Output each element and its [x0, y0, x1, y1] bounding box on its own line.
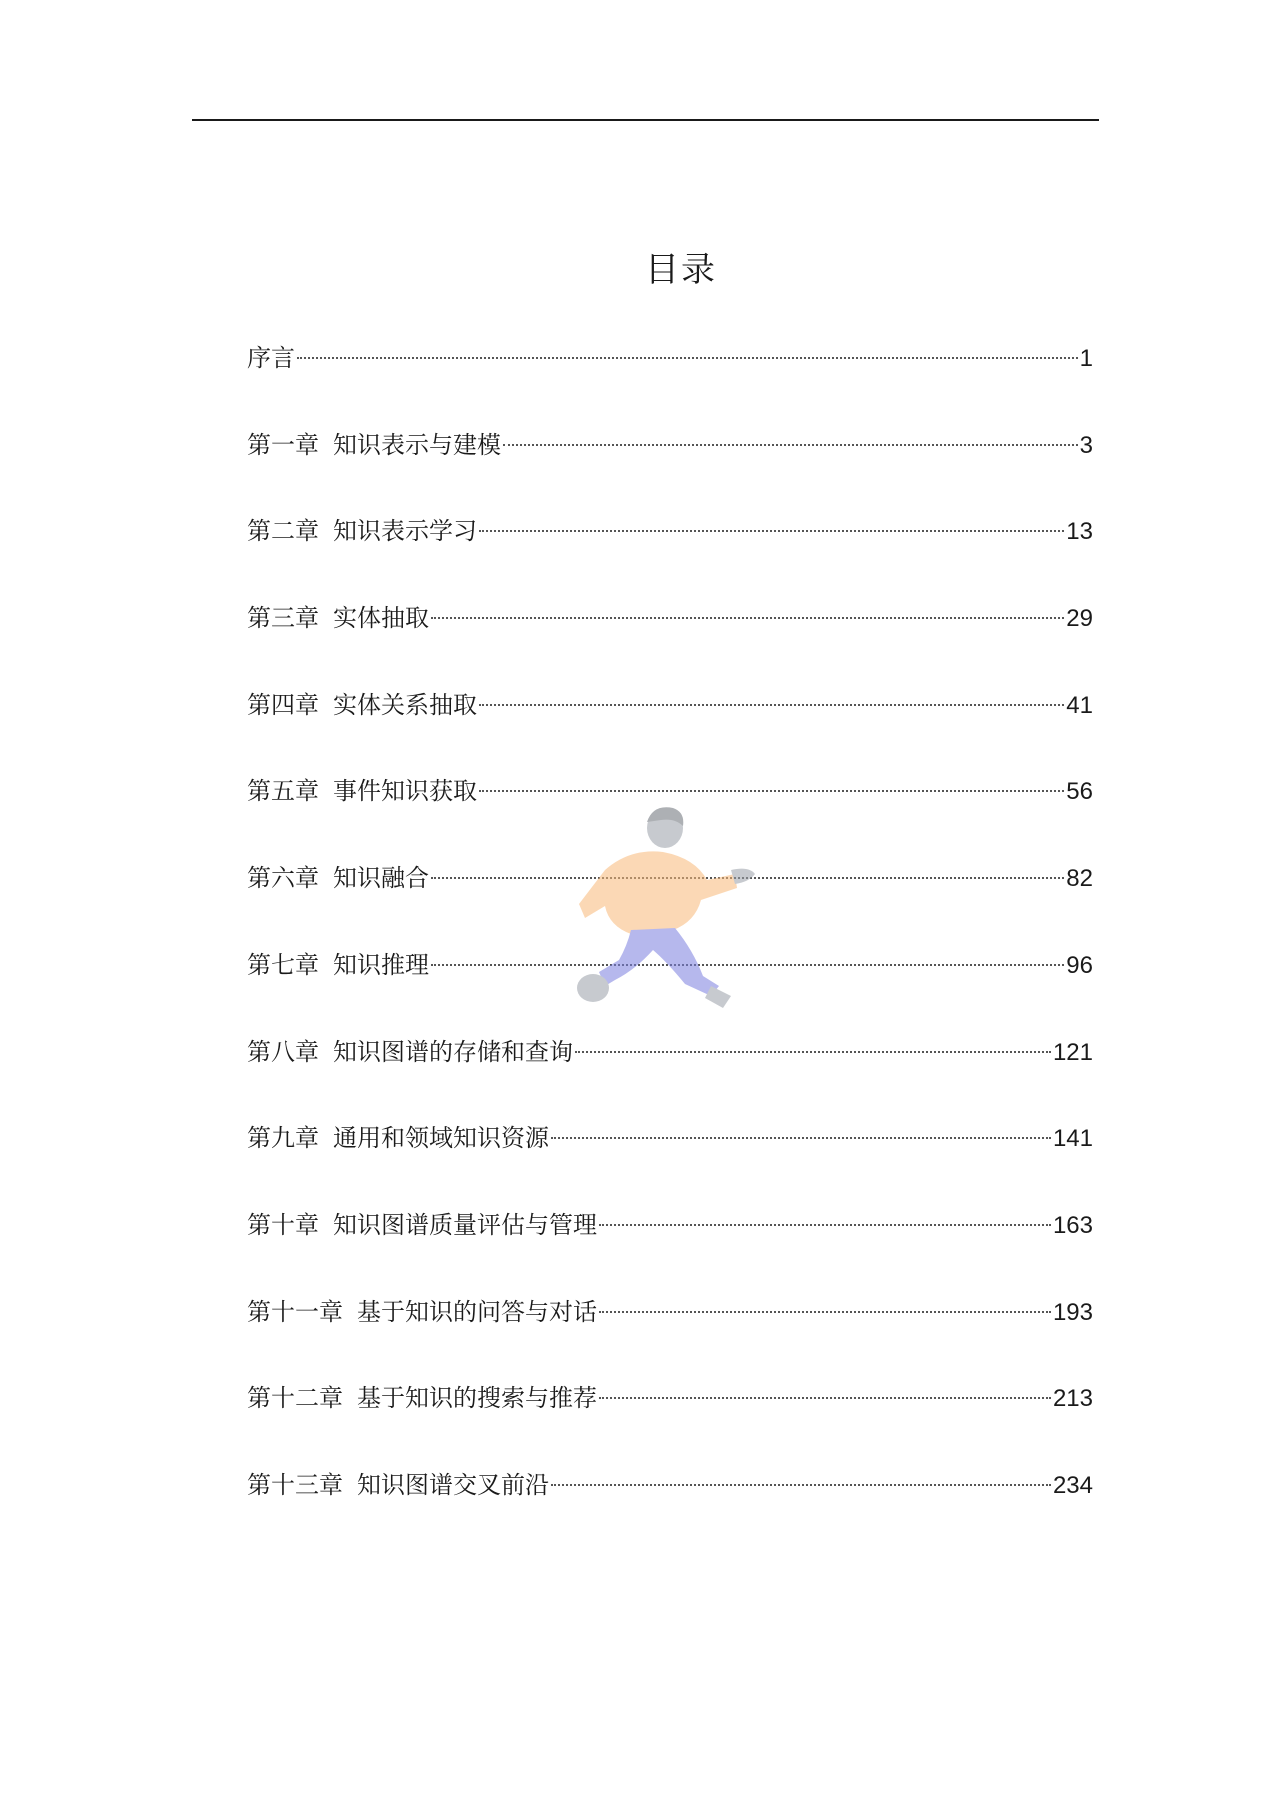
toc-page-number: 13 [1066, 518, 1093, 546]
toc-page-number: 1 [1079, 345, 1093, 372]
toc-chapter-title: 知识推理 [333, 950, 429, 979]
toc-page-number: 29 [1066, 605, 1093, 633]
dot-leader [479, 704, 1064, 706]
toc-entry[interactable] [247, 1120, 1093, 1207]
toc-entry[interactable] [247, 1294, 1093, 1381]
page-title: 目录 [645, 250, 717, 290]
toc-chapter-number: 第十章 [247, 1210, 319, 1239]
toc-chapter-number: 第二章 [247, 517, 319, 546]
table-of-contents [247, 340, 1093, 1554]
toc-page-number: 141 [1052, 1125, 1093, 1153]
toc-chapter-title: 知识图谱交叉前沿 [357, 1470, 549, 1499]
toc-page-number: 121 [1052, 1038, 1093, 1066]
toc-page-number: 234 [1052, 1471, 1093, 1499]
toc-chapter-number: 第一章 [247, 430, 319, 459]
toc-page-number: 96 [1066, 951, 1093, 979]
dot-leader [297, 357, 1078, 359]
toc-page-number: 3 [1079, 431, 1093, 459]
toc-chapter-number: 第十三章 [247, 1470, 343, 1499]
toc-chapter-title: 知识图谱质量评估与管理 [333, 1210, 597, 1239]
dot-leader [599, 1224, 1051, 1226]
toc-chapter-number: 第十一章 [247, 1297, 343, 1326]
toc-page-number: 82 [1066, 865, 1093, 893]
toc-chapter-title: 实体抽取 [333, 604, 429, 633]
toc-entry[interactable] [247, 1034, 1093, 1121]
toc-chapter-title: 事件知识获取 [333, 777, 477, 806]
toc-entry[interactable] [247, 860, 1093, 947]
dot-leader [599, 1397, 1051, 1399]
toc-entry[interactable] [247, 773, 1093, 860]
toc-entry[interactable] [247, 1207, 1093, 1294]
toc-chapter-title: 基于知识的搜索与推荐 [357, 1384, 597, 1413]
toc-chapter-number: 第三章 [247, 604, 319, 633]
toc-entry[interactable] [247, 340, 1093, 427]
dot-leader [479, 790, 1064, 792]
toc-chapter-title: 序言 [247, 344, 295, 372]
toc-chapter-title: 知识表示学习 [333, 517, 477, 546]
toc-chapter-number: 第七章 [247, 950, 319, 979]
dot-leader [599, 1311, 1051, 1313]
toc-page-number: 163 [1052, 1211, 1093, 1239]
dot-leader [431, 617, 1064, 619]
toc-page-number: 41 [1066, 691, 1093, 719]
dot-leader [431, 877, 1064, 879]
toc-page-number: 193 [1052, 1298, 1093, 1326]
toc-chapter-number: 第十二章 [247, 1384, 343, 1413]
dot-leader [431, 964, 1064, 966]
toc-entry[interactable] [247, 1380, 1093, 1467]
dot-leader [479, 530, 1064, 532]
dot-leader [551, 1484, 1051, 1486]
toc-entry[interactable] [247, 947, 1093, 1034]
header-rule [192, 119, 1099, 121]
dot-leader [551, 1137, 1051, 1139]
toc-chapter-title: 知识融合 [333, 864, 429, 893]
toc-page-number: 56 [1066, 778, 1093, 806]
dot-leader [575, 1051, 1051, 1053]
toc-chapter-number: 第六章 [247, 864, 319, 893]
toc-entry[interactable] [247, 687, 1093, 774]
toc-chapter-title: 实体关系抽取 [333, 690, 477, 719]
toc-chapter-title: 基于知识的问答与对话 [357, 1297, 597, 1326]
toc-chapter-title: 知识图谱的存储和查询 [333, 1037, 573, 1066]
dot-leader [503, 444, 1078, 446]
toc-chapter-number: 第九章 [247, 1124, 319, 1153]
toc-entry[interactable] [247, 427, 1093, 514]
toc-page-number: 213 [1052, 1385, 1093, 1413]
toc-chapter-title: 知识表示与建模 [333, 430, 501, 459]
toc-entry[interactable] [247, 513, 1093, 600]
toc-chapter-number: 第四章 [247, 690, 319, 719]
toc-entry[interactable] [247, 600, 1093, 687]
toc-chapter-number: 第五章 [247, 777, 319, 806]
toc-chapter-number: 第八章 [247, 1037, 319, 1066]
toc-entry[interactable] [247, 1467, 1093, 1554]
toc-chapter-title: 通用和领域知识资源 [333, 1124, 549, 1153]
